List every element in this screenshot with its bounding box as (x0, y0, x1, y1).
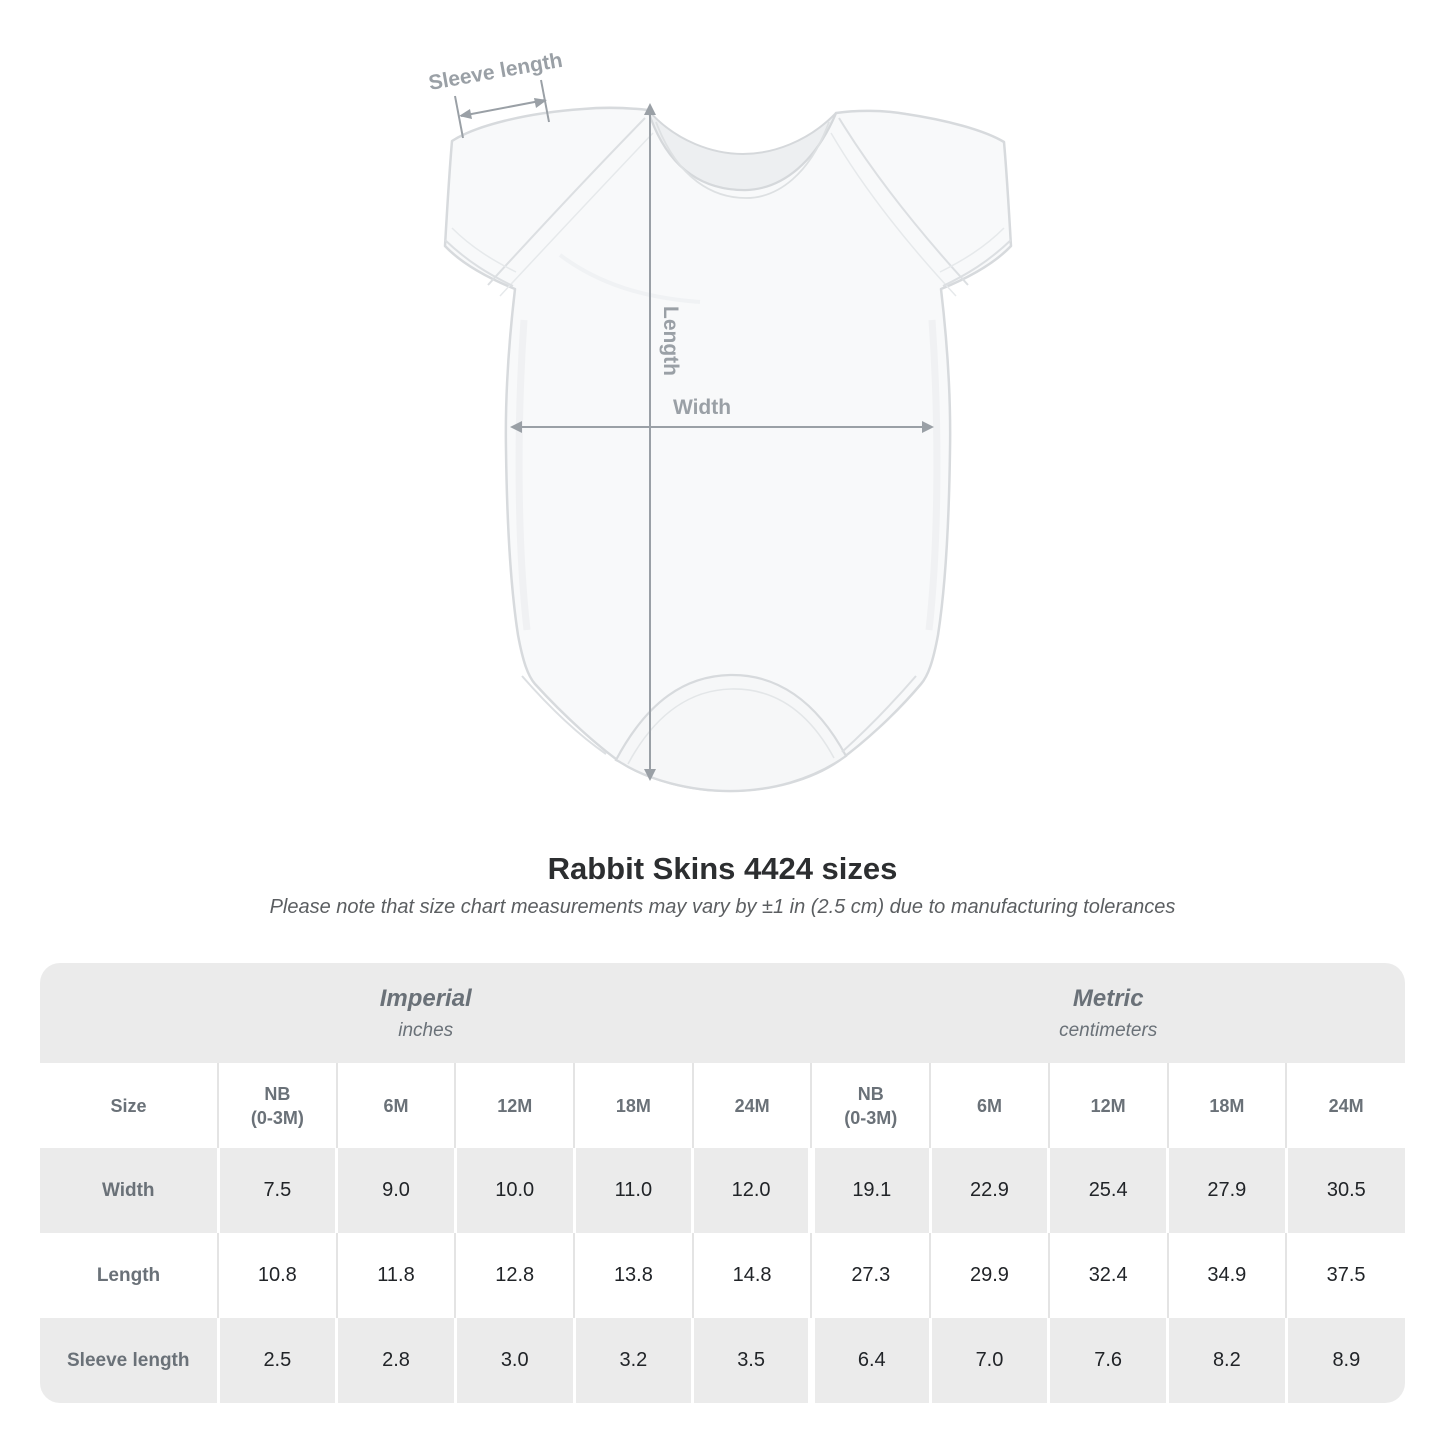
size-value-cell: 13.8 (574, 1233, 693, 1318)
size-value-cell: 12.0 (693, 1148, 812, 1233)
sleeve-length-label: Sleeve length (426, 48, 565, 95)
table-row-width (40, 1148, 1405, 1233)
size-table (40, 963, 1405, 1403)
size-value-cell: 10.8 (218, 1233, 337, 1318)
metric-group-header (811, 963, 1405, 1063)
size-value-cell: 8.2 (1168, 1318, 1287, 1403)
size-value-cell: 7.6 (1049, 1318, 1168, 1403)
col-header: 12M (1049, 1063, 1168, 1148)
table-row-sleeve-length (40, 1318, 1405, 1403)
imperial-unit-label: inches (398, 1019, 454, 1041)
row-label: Width (40, 1148, 218, 1233)
size-value-cell: 14.8 (693, 1233, 812, 1318)
size-value-cell: 27.9 (1168, 1148, 1287, 1233)
col-header: 24M (1286, 1063, 1405, 1148)
size-value-cell: 8.9 (1286, 1318, 1405, 1403)
sleeve-tick-left (455, 96, 463, 138)
metric-label: Metric (1072, 984, 1144, 1012)
col-header: 24M (693, 1063, 812, 1148)
row-label: Sleeve length (40, 1318, 218, 1403)
col-header: 6M (337, 1063, 456, 1148)
size-value-cell: 11.0 (574, 1148, 693, 1233)
size-value-cell: 32.4 (1049, 1233, 1168, 1318)
size-value-cell: 2.5 (218, 1318, 337, 1403)
size-header-row (40, 1063, 1405, 1148)
imperial-label: Imperial (379, 984, 472, 1012)
sleeve-measure-line (461, 100, 545, 116)
sleeve-arrow-left (459, 109, 472, 119)
col-header: 12M (455, 1063, 574, 1148)
size-value-cell: 9.0 (337, 1148, 456, 1233)
size-value-cell: 34.9 (1168, 1233, 1287, 1318)
size-value-cell: 27.3 (811, 1233, 930, 1318)
size-value-cell: 25.4 (1049, 1148, 1168, 1233)
row-label: Length (40, 1233, 218, 1318)
size-value-cell: 3.2 (574, 1318, 693, 1403)
width-label: Width (672, 396, 732, 419)
size-value-cell: 19.1 (811, 1148, 930, 1233)
size-value-cell: 6.4 (811, 1318, 930, 1403)
size-value-cell: 7.0 (930, 1318, 1049, 1403)
col-header: 18M (1168, 1063, 1287, 1148)
bodysuit-illustration (445, 108, 1011, 791)
size-value-cell: 12.8 (455, 1233, 574, 1318)
size-value-cell: 7.5 (218, 1148, 337, 1233)
size-table-card (40, 963, 1405, 1403)
caption-block (0, 838, 1445, 920)
size-value-cell: 10.0 (455, 1148, 574, 1233)
col-header: NB (0-3M) (218, 1063, 337, 1148)
col-header: 6M (930, 1063, 1049, 1148)
metric-unit-label: centimeters (1059, 1019, 1158, 1041)
size-value-cell: 29.9 (930, 1233, 1049, 1318)
page-title: Rabbit Skins 4424 sizes (547, 851, 898, 886)
size-corner-header: Size (40, 1063, 218, 1148)
size-value-cell: 2.8 (337, 1318, 456, 1403)
table-row-length (40, 1233, 1405, 1318)
size-value-cell: 3.0 (455, 1318, 574, 1403)
size-value-cell: 3.5 (693, 1318, 812, 1403)
size-value-cell: 22.9 (930, 1148, 1049, 1233)
col-header: 18M (574, 1063, 693, 1148)
size-value-cell: 37.5 (1286, 1233, 1405, 1318)
col-header: NB (0-3M) (811, 1063, 930, 1148)
imperial-group-header (40, 963, 811, 1063)
length-label: Length (659, 306, 682, 376)
tolerance-note: Please note that size chart measurements may vary by ±1 in (2.5 cm) due to manufacturing tolerances (269, 896, 1176, 918)
unit-group-row (40, 963, 1405, 1063)
size-value-cell: 11.8 (337, 1233, 456, 1318)
size-value-cell: 30.5 (1286, 1148, 1405, 1233)
